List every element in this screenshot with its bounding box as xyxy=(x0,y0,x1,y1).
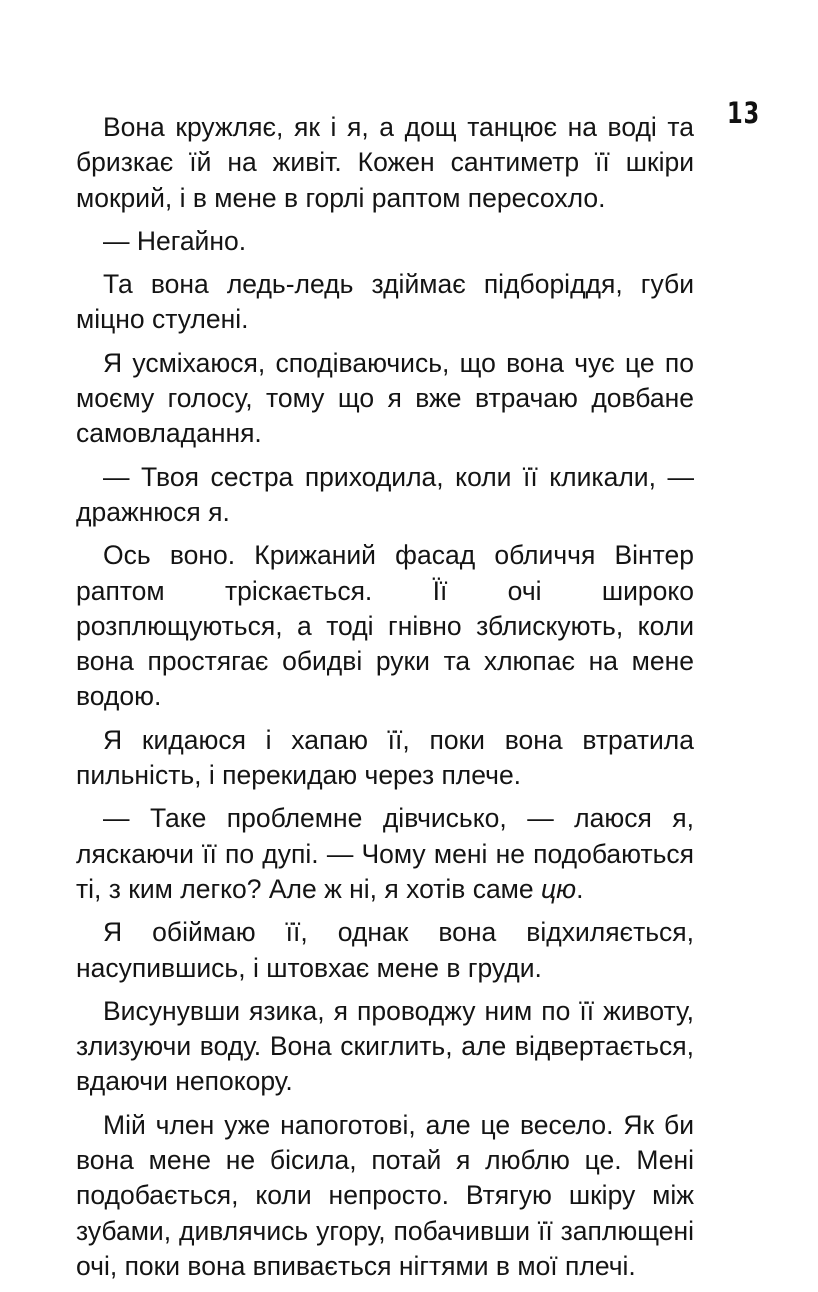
paragraph-text: . xyxy=(576,873,584,904)
body-text xyxy=(76,110,694,1292)
paragraph: Та вона ледь-ледь здіймає підборіддя, губи міцно стулені. xyxy=(76,269,694,335)
paragraph-text: — Таке проблемне дівчисько, — лаюся я, ляскаючи її по дупі. — Чому мені не подобаються ті, з ким легко? Але ж ні, я хотів саме xyxy=(76,803,694,904)
paragraph: Я усміхаюся, сподіваючись, що вона чує це по моєму голосу, тому що я вже втрачаю довбане самовладання. xyxy=(76,347,694,449)
paragraph: Мій член уже напоготові, але це весело. Як би вона мене не бісила, потай я люблю це. Мені подобається, коли непросто. Втягую шкіру між зубами, дивлячись угору, побачивши її заплющені очі, поки вона впивається нігтями в мої плечі. xyxy=(76,1109,694,1281)
page-number: 13 xyxy=(727,96,761,130)
paragraph: — Твоя сестра приходила, коли її кликали, — дражнюся я. xyxy=(76,461,694,527)
paragraph: Висунувши язика, я проводжу ним по її животу, злизуючи воду. Вона скиглить, але відвертається, вдаючи непокору. xyxy=(76,995,694,1097)
paragraph xyxy=(76,801,694,907)
paragraph: — Негайно. xyxy=(103,225,247,256)
paragraph: Ось воно. Крижаний фасад обличчя Вінтер раптом тріскається. Її очі широко розплющуються, а тоді гнівно зблискують, коли вона простягає обидві руки та хлюпає на мене водою. xyxy=(76,540,694,712)
paragraph: Я обіймаю її, однак вона відхиляється, насупившись, і штовхає мене в груди. xyxy=(76,917,694,983)
paragraph: Я кидаюся і хапаю її, поки вона втратила пильність, і перекидаю через плече. xyxy=(76,724,694,791)
paragraph: Вона кружляє, як і я, а дощ танцює на воді та бризкає їй на живіт. Кожен сантиметр її шкіри мокрий, і в мене в горлі раптом пересохло. xyxy=(76,112,694,213)
italic-emphasis: цю xyxy=(541,873,577,904)
